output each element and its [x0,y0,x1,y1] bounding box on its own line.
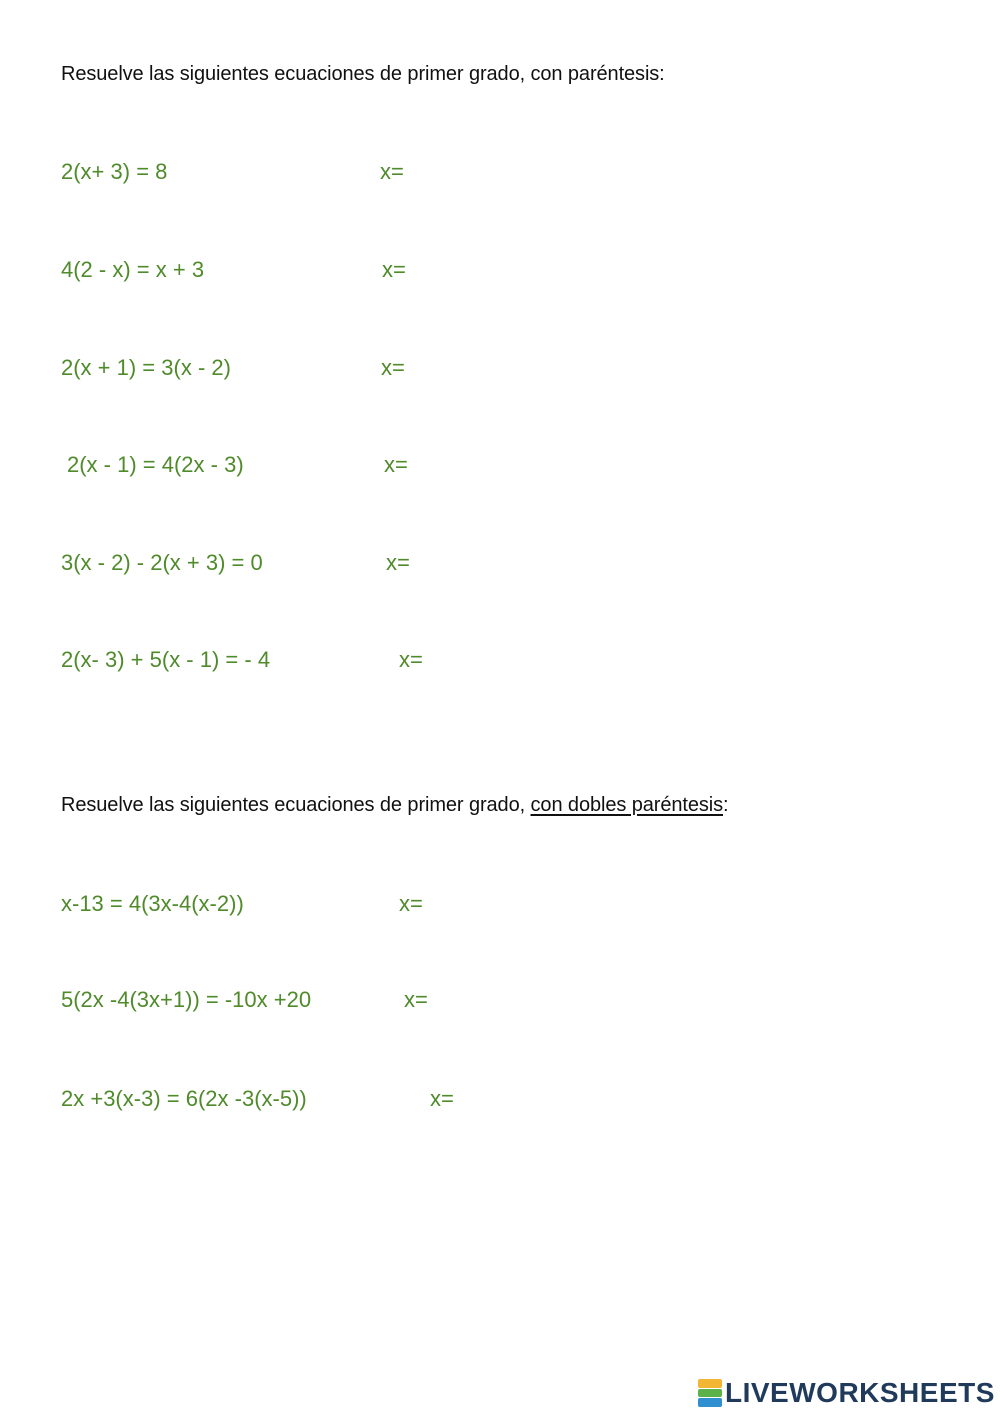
equation-1: 2(x+ 3) = 8 [61,159,168,184]
equation-5: 3(x - 2) - 2(x + 3) = 0 [61,550,263,575]
equation-4: 2(x - 1) = 4(2x - 3) [67,452,244,477]
answer-label-4: x= [384,452,408,477]
answer-input-6[interactable] [429,648,553,676]
answer-label-6: x= [399,647,423,672]
brand-name: LIVEWORKSHEETS [725,1377,995,1408]
logo-block-bottom [698,1398,722,1407]
instruction-section-2-underlined: con dobles paréntesis [530,794,723,816]
instruction-section-2-suffix: : [723,794,729,816]
instruction-section-2-prefix: Resuelve las siguientes ecuaciones de primer grado, [61,794,531,816]
equation-9: 2x +3(x-3) = 6(2x -3(x-5)) [61,1086,307,1111]
liveworksheets-brand [698,1376,995,1410]
answer-input-5[interactable] [416,551,540,579]
answer-input-4[interactable] [414,453,538,481]
liveworksheets-logo-icon [698,1379,722,1407]
answer-input-2[interactable] [412,258,536,286]
answer-label-8: x= [404,987,428,1012]
logo-block-middle [698,1389,722,1398]
answer-input-1[interactable] [410,160,534,188]
answer-label-7: x= [399,891,423,916]
answer-input-9[interactable] [460,1087,584,1115]
answer-input-7[interactable] [429,892,553,920]
answer-input-8[interactable] [434,988,558,1016]
answer-label-1: x= [380,159,404,184]
equation-2: 4(2 - x) = x + 3 [61,257,205,282]
logo-block-top [698,1379,722,1388]
answer-label-2: x= [382,257,406,282]
equation-8: 5(2x -4(3x+1)) = -10x +20 [61,987,312,1012]
instruction-section-1: Resuelve las siguientes ecuaciones de primer grado, con paréntesis: [61,63,665,85]
equation-6: 2(x- 3) + 5(x - 1) = - 4 [61,647,271,672]
instruction-section-2 [61,794,728,817]
answer-label-9: x= [430,1086,454,1111]
answer-label-5: x= [386,550,410,575]
answer-input-3[interactable] [411,356,535,384]
equation-3: 2(x + 1) = 3(x - 2) [61,355,231,380]
equation-7: x-13 = 4(3x-4(x-2)) [61,891,244,916]
answer-label-3: x= [381,355,405,380]
